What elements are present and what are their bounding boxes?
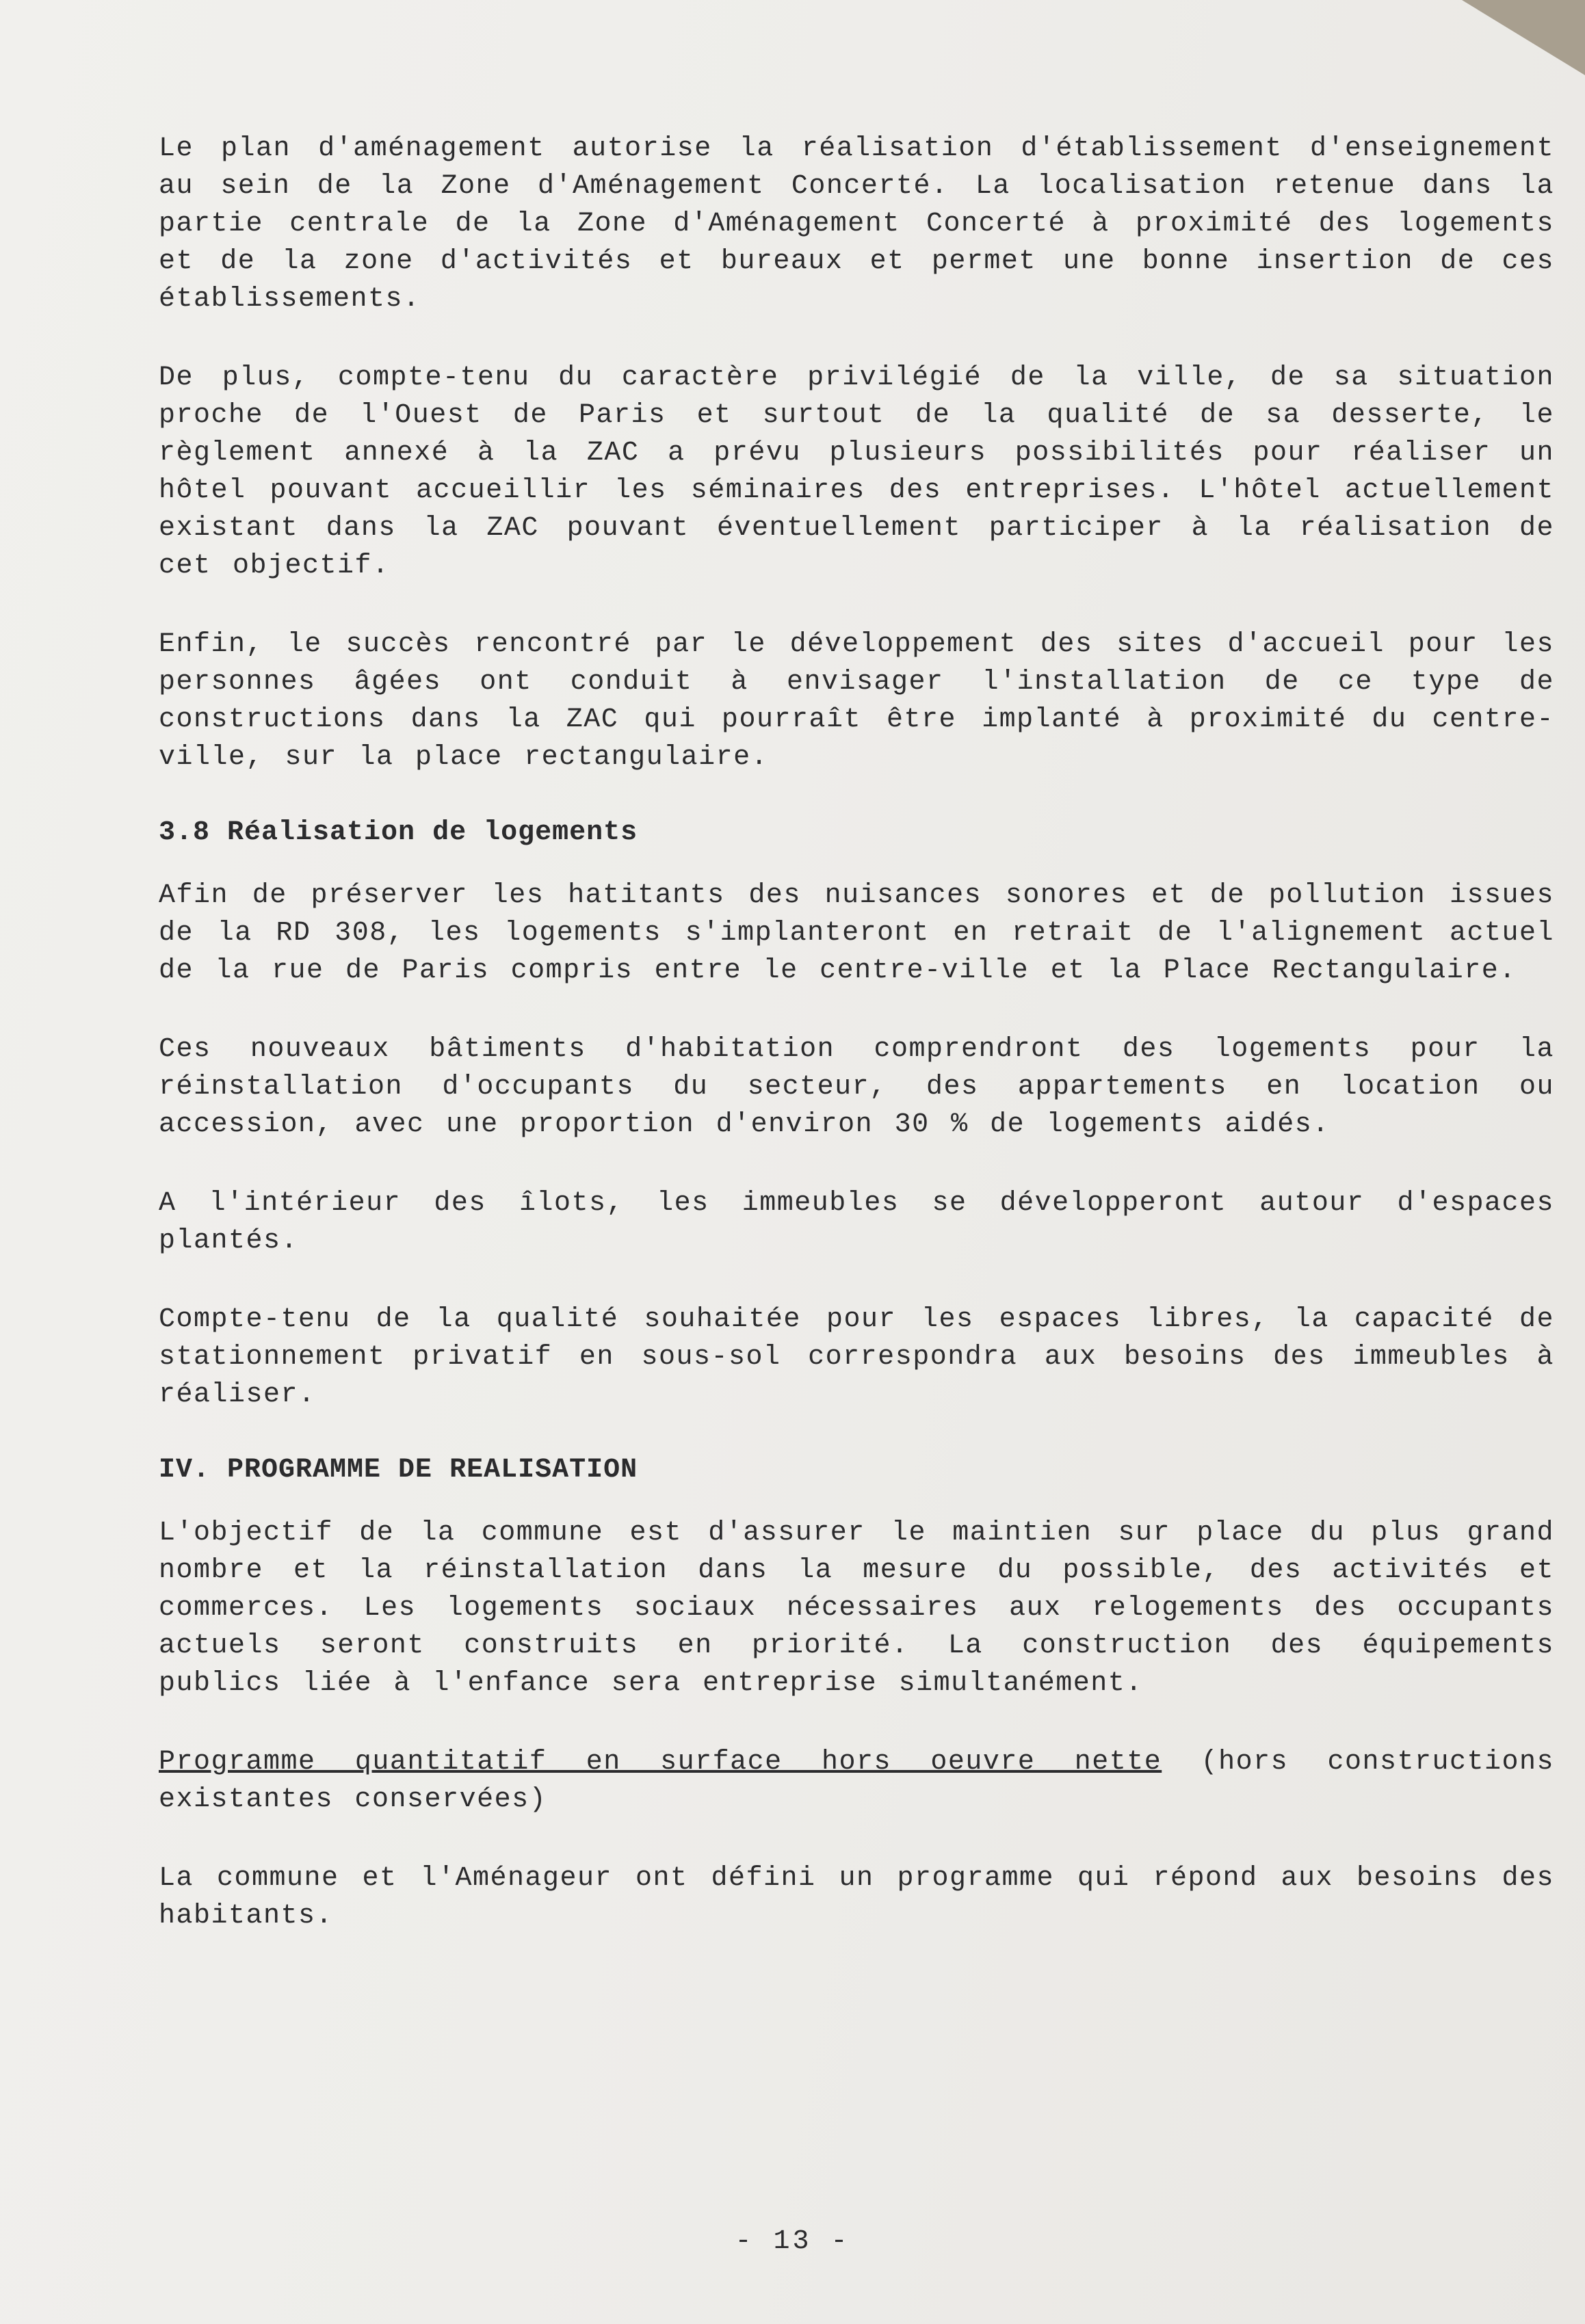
section-title-logements: 3.8 Réalisation de logements	[159, 817, 638, 848]
paragraph-personnes-agees: Enfin, le succès rencontré par le développement des sites d'accueil pour les personnes âgées ont conduit à envisager l'installation de ce type de constructions dans la ZAC qui pourraît être implanté à proximité du centre-ville, sur la place rectangulaire.	[159, 629, 1554, 773]
paragraph-batiments: Ces nouveaux bâtiments d'habitation comprendront des logements pour la réinstallation d'occupants du secteur, des appartements en location ou accession, avec une proportion d'environ 30 % de logements aidés.	[159, 1034, 1554, 1140]
document-body	[159, 130, 1554, 1976]
program-subtitle-rest: (hors constructions existantes conservées)	[159, 1747, 1554, 1815]
paragraph-hotel: De plus, compte-tenu du caractère privilégié de la ville, de sa situation proche de l'Ouest de Paris et surtout de la qualité de sa desserte, le règlement annexé à la ZAC a prévu plusieurs possibilités pour réaliser un hôtel pouvant accueillir les séminaires des entreprises. L'hôtel actuellement existant dans la ZAC pouvant éventuellement participer à la réalisation de cet objectif.	[159, 362, 1554, 581]
paragraph-enseignement: Le plan d'aménagement autorise la réalisation d'établissement d'enseignement au sein de la Zone d'Aménagement Concerté. La localisation retenue dans la partie centrale de la Zone d'Aménagement Concerté à proximité des logements et de la zone d'activités et bureaux et permet une bonne insertion de ces établissements.	[159, 133, 1554, 315]
paragraph-closing: La commune et l'Aménageur ont défini un programme qui répond aux besoins des habitants.	[159, 1863, 1554, 1931]
paragraph-nuisances: Afin de préserver les hatitants des nuisances sonores et de pollution issues de la RD 308, les logements s'implanteront en retrait de l'alignement actuel de la rue de Paris compris entre le centre-ville et la Place Rectangulaire.	[159, 880, 1554, 986]
paragraph-stationnement: Compte-tenu de la qualité souhaitée pour les espaces libres, la capacité de stationnement privatif en sous-sol correspondra aux besoins des immeubles à réaliser.	[159, 1304, 1554, 1410]
program-subtitle-underlined: Programme quantitatif en surface hors oeuvre nette	[159, 1747, 1162, 1778]
program-subtitle	[159, 1743, 1554, 1819]
folded-page-corner	[1462, 0, 1585, 75]
paragraph-ilots: A l'intérieur des îlots, les immeubles se développeront autour d'espaces plantés.	[159, 1188, 1554, 1256]
section-title-programme: IV. PROGRAMME DE REALISATION	[159, 1455, 638, 1485]
page-number: - 13 -	[735, 2226, 850, 2257]
paragraph-objectif: L'objectif de la commune est d'assurer le maintien sur place du plus grand nombre et la réinstallation dans la mesure du possible, des activités et commerces. Les logements sociaux nécessaires aux relogements des occupants actuels seront construits en priorité. La construction des équipements publics liée à l'enfance sera entreprise simultanément.	[159, 1518, 1554, 1699]
